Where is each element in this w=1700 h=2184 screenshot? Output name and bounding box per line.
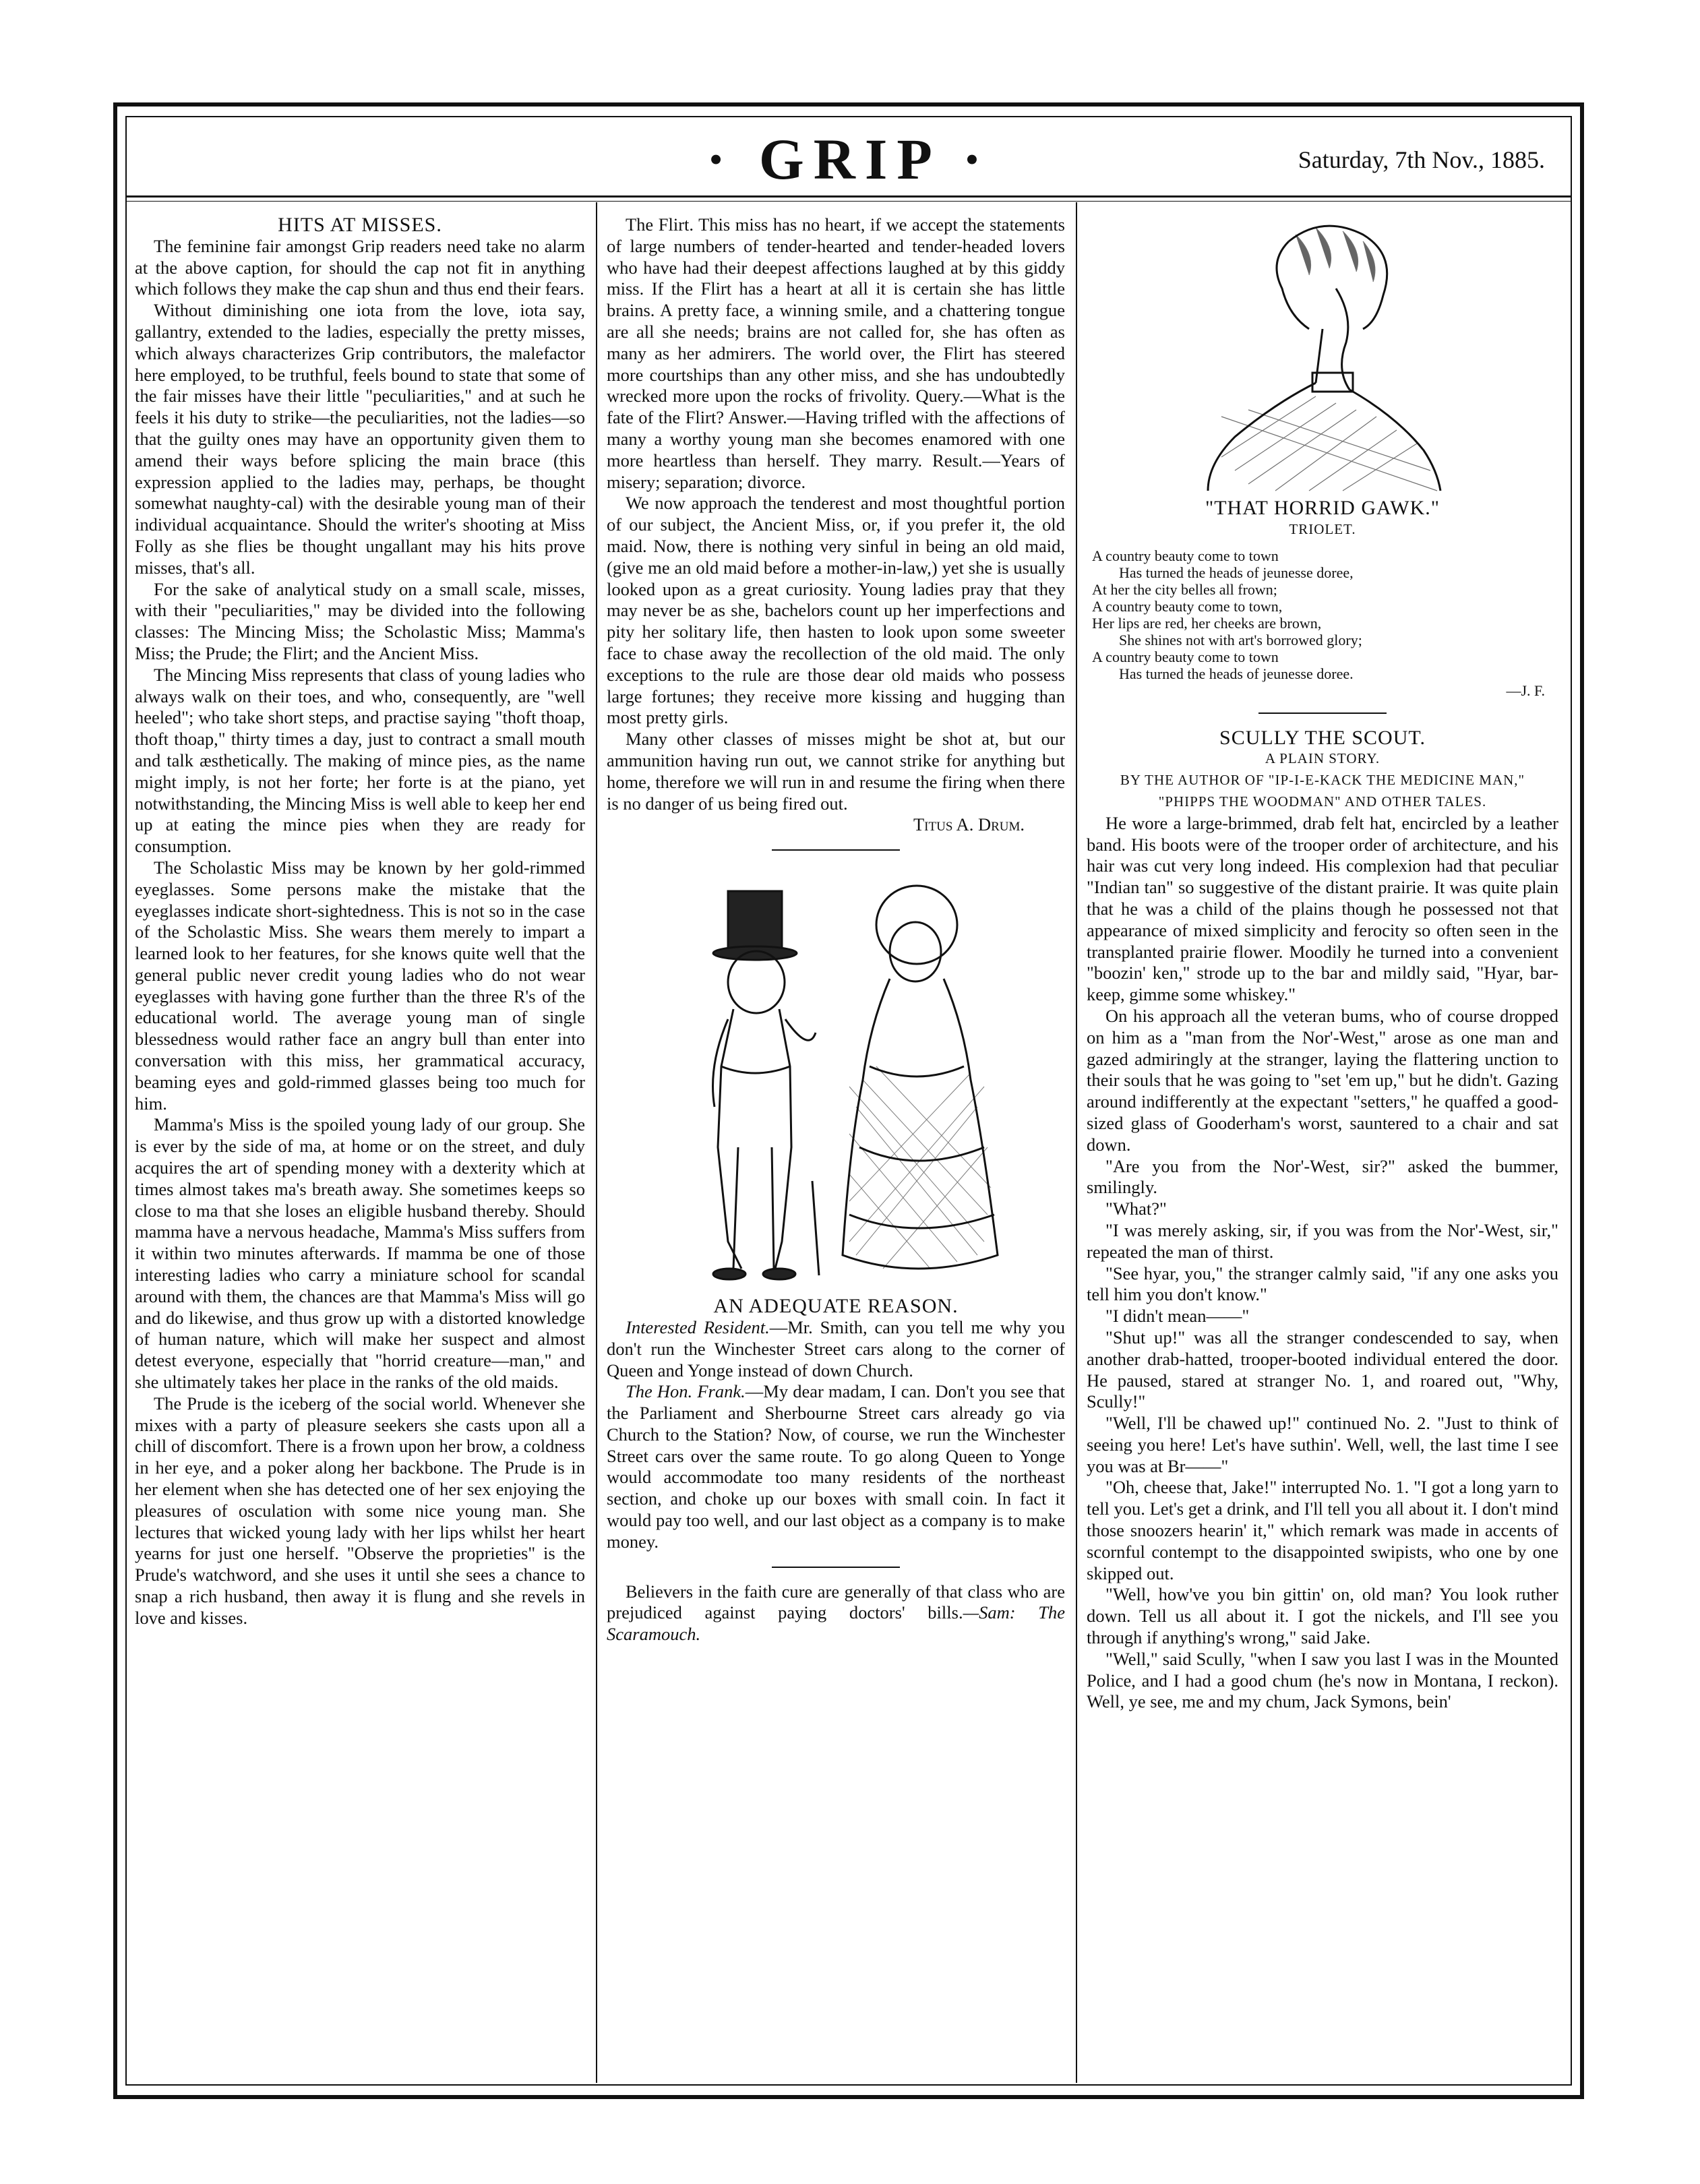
closing-credit: —Sam: The Scaramouch.	[607, 1602, 1065, 1645]
paragraph: "See hyar, you," the stranger calmly said, "if any one asks you tell him you don't know."	[1087, 1263, 1558, 1305]
dialogue-line	[607, 1317, 1065, 1381]
speaker: The Hon. Frank.	[626, 1381, 746, 1402]
story-subtitle: A PLAIN STORY.	[1265, 750, 1380, 767]
masthead-title: · GRIP ·	[706, 127, 992, 191]
paragraph: "Shut up!" was all the stranger condescended to say, when another drab-hatted, trooper-booted individual entered the door. He paused, stared at stranger No. 1, and roared out, "Why, Scully!"	[1087, 1327, 1558, 1412]
masthead	[125, 116, 1572, 197]
cartoon-caption: AN ADEQUATE REASON.	[713, 1295, 959, 1318]
poem-line: She shines not with art's borrowed glory;	[1119, 631, 1362, 648]
issue-date: Saturday, 7th Nov., 1885.	[1298, 146, 1545, 173]
paragraph: "Are you from the Nor'-West, sir?" asked the bummer, smilingly.	[1087, 1155, 1558, 1198]
paragraph: We now approach the tenderest and most thoughtful portion of our subject, the Ancient Miss, or, if you prefer it, the old maid. Now, there is nothing very sinful in being an old maid, (give me an old maid before a mother-in-law,) yet she is usually looked upon as a great curiosity. Young ladies pray that they may never be as she, bachelors count up her imperfections and pity her solitary life, then hasten to look upon some sweeter face to chase away the recollection of the old maid. The only exceptions to the rule are those dear old maids who possess large fortunes; they receive more kissing and hugging than most pretty girls.	[607, 493, 1065, 728]
paragraph: Without diminishing one iota from the love, iota say, gallantry, extended to the ladies, especially the pretty misses, which always characterizes Grip contributors, the malefactor here employed, to be truthful, feels bound to state that some of the fair misses have their little "peculiarities," and at such he feels it his duty to strike—the peculiarities, not the ladies—so that the guilty ones may have an opportunity given them to amend their ways before splicing the main brace (this expression applied to the ladies may, perhaps, be thought somewhat naughty-cal) with the desirable young man of their individual acquaintance. Should the writer's shooting at Miss Folly as she flies be thought ungallant may his hits prove misses, that's all.	[135, 300, 585, 578]
masthead-rule	[125, 195, 1572, 198]
paragraph: The Mincing Miss represents that class of young ladies who always walk on their toes, and who, consequently, are "well heeled"; who take short steps, and practise saying "thoft thoap, thoft thoap," thirty times a day, just to contract a small mouth and talk æsthetically. The making of mince pies, as the name might imply, is not her forte; her forte is at the piano, yet notwithstanding, the Mincing Miss is well able to keep her end up at eating the mince pies when they are ready for consumption.	[135, 664, 585, 857]
column-2	[607, 214, 1065, 1645]
story-title: SCULLY THE SCOUT.	[1219, 726, 1426, 749]
separator	[1258, 712, 1387, 714]
separator	[772, 849, 900, 851]
dialogue-line	[607, 1381, 1065, 1552]
poem-title: TRIOLET.	[1289, 520, 1356, 537]
poem-line: A country beauty come to town,	[1092, 597, 1283, 615]
paragraph: "I was merely asking, sir, if you was from the Nor'-West, sir," repeated the man of thirst.	[1087, 1219, 1558, 1262]
column-1	[135, 214, 585, 1629]
paragraph: "Well, I'll be chawed up!" continued No. 2. "Just to think of seeing you here! Let's have suthin'. Well, well, the last time I see you was at Br——"	[1087, 1413, 1558, 1476]
poem-line: A country beauty come to town	[1092, 547, 1279, 564]
paragraph: Mamma's Miss is the spoiled young lady of our group. She is ever by the side of ma, at home or on the street, and duly acquires the art of spending money with a dexterity which at times almost takes ma's breath away. She sometimes keeps so close to ma that she loses an eligible husband thereby. Should mamma have a nervous headache, Mamma's Miss suffers from it within two minutes afterwards. If mamma be one of those interesting ladies who carry a miniature school for scandal around with them, the chances are that Mamma's Miss will go and do likewise, and thus grow up with a distorted knowledge of human nature, which will make her suspect and almost detest everyone, especially that "horrid creature—man," and she ultimately takes her place in the ranks of the old maids.	[135, 1114, 585, 1393]
paragraph: For the sake of analytical study on a small scale, misses, with their "peculiarities," may be divided into the following classes: The Mincing Miss; the Scholastic Miss; Mamma's Miss; the Prude; the Flirt; and the Ancient Miss.	[135, 578, 585, 663]
poem-line: At her the city belles all frown;	[1092, 580, 1277, 598]
column-3	[1087, 214, 1558, 1713]
paragraph: "I didn't mean——"	[1105, 1306, 1250, 1327]
paragraph: The Flirt. This miss has no heart, if we accept the statements of large numbers of tender-hearted and tender-headed lovers who have had their deepest affections laughed at by this giddy miss. If the Flirt has a heart at all it is certain she has little brains. A pretty face, a winning smile, and a chattering tongue are all she needs; brains are not called for, she has often as many as her admirers. The world over, the Flirt has steered more courtships than any other miss, and she has undoubtedly wrecked more upon the rocks of frivolity. Query.—What is the fate of the Flirt? Answer.—Having trifled with the affections of many a worthy young man she becomes enamored with one more heartless than herself. They marry. Result.—Years of misery; separation; divorce.	[607, 214, 1065, 492]
story-byline: BY THE AUTHOR OF "IP-I-E-KACK THE MEDICINE MAN," "PHIPPS THE WOODMAN" AND OTHER TALES.	[1120, 772, 1525, 810]
closing-text: Believers in the faith cure are generally of that class who are prejudiced against paying doctors' bills.	[607, 1581, 1065, 1623]
separator	[772, 1567, 900, 1568]
cartoon-illustration	[647, 864, 1025, 1296]
article-heading: HITS AT MISSES.	[278, 214, 442, 236]
poem-line: A country beauty come to town	[1092, 648, 1279, 665]
portrait-illustration	[1181, 214, 1464, 497]
closing-paragraph	[607, 1581, 1065, 1645]
speaker: Interested Resident.	[626, 1316, 770, 1337]
paragraph: He wore a large-brimmed, drab felt hat, encircled by a leather band. His boots were of the trooper order of architecture, and his hair was cut very long indeed. His complexion had that peculiar "Indian tan" so suggestive of the distant prairie. It was quite plain that he was a child of the plains though he possessed not that appearance of mixed simplicity and ferocity so often seen in the transplanted prairie flower. Moodily he turned into a convenient "boozin' ken," strode up to the bar and mildly said, "Hyar, bar-keep, gimme some whiskey."	[1087, 812, 1558, 1005]
paragraph: The feminine fair amongst Grip readers need take no alarm at the above caption, for should the cap not fit in anything which follows they make the cap shun and thus end their fears.	[135, 235, 585, 299]
paragraph: The Prude is the iceberg of the social world. Whenever she mixes with a party of pleasure seekers she casts upon all a chill of discomfort. There is a frown upon her brow, a coldness in her eye, and a poker along her backbone. The Prude is in her element when she has detected one of her sex enjoying the pleasures of osculation with some nice young man. She lectures that wicked young lady with her lips whilst her heart yearns for just one herself. "Observe the proprieties" is the Prude's watchword, and she uses it until she sees a chance to snap a rich husband, then away it is flung and she revels in love and kisses.	[135, 1393, 585, 1628]
paragraph: On his approach all the veteran bums, who of course dropped on him as a "man from the Nor'-West," arose as one man and gazed admiringly at the stranger, laying the flattering unction to their souls that he was going to "set 'em up," but he didn't. Gazing around indifferently at the expectant "setters," he quaffed a good-sized glass of Gooderham's worst, sauntered to a chair and sat down.	[1087, 1005, 1558, 1155]
paragraph: "What?"	[1105, 1199, 1167, 1219]
poem	[1092, 547, 1558, 699]
column-rule-1	[596, 202, 597, 2083]
poem-line: Her lips are red, her cheeks are brown,	[1092, 614, 1322, 632]
paragraph: "Well, how've you bin gittin' on, old man? You look ruther down. Tell us all about it. I got the nickels, and I'll see you through if anything's wrong," said Jake.	[1087, 1584, 1558, 1648]
masthead-rule-thin	[125, 201, 1572, 202]
paragraph: "Well," said Scully, "when I saw you last I was in the Mounted Police, and I had a good chum (he's now in Montana, I reckon). Well, ye see, me and my chum, Jack Symons, bein'	[1087, 1648, 1558, 1712]
paragraph: Many other classes of misses might be shot at, but our ammunition having run out, we cannot strike for anything but home, therefore we will run in and resume the firing when there is no danger of us being fired out.	[607, 729, 1065, 814]
poem-line: Has turned the heads of jeunesse doree.	[1119, 665, 1354, 682]
portrait-caption: "THAT HORRID GAWK."	[1205, 497, 1440, 519]
paragraph: "Oh, cheese that, Jake!" interrupted No. 1. "I got a long yarn to tell you. Let's get a drink, and I'll tell you all about it. I don't mind those snoozers hearin' it," which remark was made in accents of scornful contempt to the disappointed swipists, who one by one skipped out.	[1087, 1477, 1558, 1583]
paragraph: The Scholastic Miss may be known by her gold-rimmed eyeglasses. Some persons make the mistake that the eyeglasses indicate short-sightedness. This is not so in the case of the Scholastic Miss. She wears them merely to impart a learned look to her features, for she knows quite well that the general public never credit young ladies who do not wear eyeglasses with having gone further than the three R's of the educational world. The average young man of single blessedness would rather face an angry bull than enter into conversation with this miss, her grammatical accuracy, beaming eyes and gold-rimmed glasses being too much for him.	[135, 857, 585, 1114]
poem-line: Has turned the heads of jeunesse doree,	[1119, 564, 1354, 581]
poem-signature: —J. F.	[1506, 681, 1545, 699]
column-rule-2	[1076, 202, 1077, 2083]
dialogue-text: —Mr. Smith, can you tell me why you don't run the Winchester Street cars along to the corner of Queen and Yonge instead of down Church.	[607, 1316, 1065, 1381]
dialogue-text: —My dear madam, I can. Don't you see that the Parliament and Sherbourne Street cars already go via Church to the Station? Now, of course, we run the Winchester Street cars over the same route. To go along Queen to Yonge would accommodate too many residents of the northeast section, and choke up our boxes with small coin. In fact it would pay too well, and our last object as a company is to make money.	[607, 1381, 1065, 1552]
article-signature: Titus A. Drum.	[913, 814, 1025, 835]
